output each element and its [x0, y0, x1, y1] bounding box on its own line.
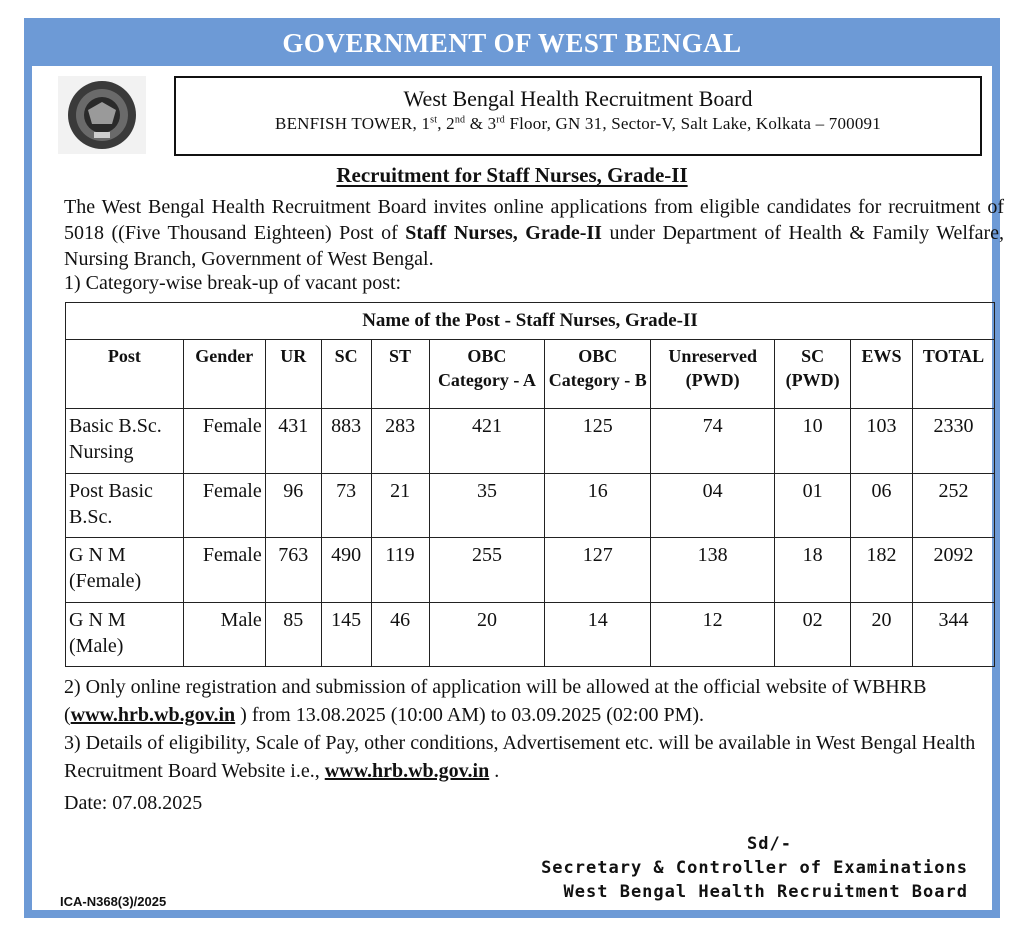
- table-header-cell: Post: [66, 340, 184, 409]
- recruitment-title: Recruitment for Staff Nurses, Grade-II: [336, 163, 688, 187]
- point-1: 1) Category-wise break-up of vacant post:: [64, 272, 402, 294]
- table-cell: 431: [265, 409, 321, 474]
- ica-reference: ICA-N368(3)/2025: [60, 894, 167, 909]
- table-cell: 182: [851, 538, 913, 603]
- table-cell: 763: [265, 538, 321, 603]
- table-header-cell: EWS: [851, 340, 913, 409]
- table-body: [66, 409, 995, 667]
- website-link[interactable]: www.hrb.wb.gov.in: [70, 704, 236, 726]
- table-cell: 421: [429, 409, 545, 474]
- vacancy-table: [65, 302, 995, 667]
- table-row: [66, 409, 995, 474]
- table-cell: Basic B.Sc. Nursing: [66, 409, 184, 474]
- table-header-cell: Gender: [183, 340, 265, 409]
- table-cell: 85: [265, 602, 321, 667]
- table-cell: Female: [183, 409, 265, 474]
- table-cell: 04: [651, 473, 775, 538]
- table-cell: 255: [429, 538, 545, 603]
- table-row: [66, 602, 995, 667]
- table-cell: 125: [545, 409, 651, 474]
- table-cell: Male: [183, 602, 265, 667]
- table-cell: 02: [775, 602, 851, 667]
- table-cell: Post Basic B.Sc.: [66, 473, 184, 538]
- table-cell: 119: [371, 538, 429, 603]
- table-cell: 12: [651, 602, 775, 667]
- table-cell: Female: [183, 538, 265, 603]
- website-link[interactable]: www.hrb.wb.gov.in: [324, 760, 490, 782]
- table-cell: 2330: [912, 409, 994, 474]
- table-cell: 252: [912, 473, 994, 538]
- table-cell: 01: [775, 473, 851, 538]
- table-header-cell: SC (PWD): [775, 340, 851, 409]
- table-cell: 96: [265, 473, 321, 538]
- table-cell: 74: [651, 409, 775, 474]
- table-cell: 344: [912, 602, 994, 667]
- signatory-organisation: West Bengal Health Recruitment Board: [563, 882, 968, 902]
- table-cell: 103: [851, 409, 913, 474]
- table-cell: 20: [429, 602, 545, 667]
- point-2: 2) Only online registration and submission of application will be allowed at the official website of WBHRB (www.hrb.wb.gov.in ) from 13.08.2025 (10:00 AM) to 03.09.2025 (02:00 PM).: [64, 676, 927, 726]
- signature-block: [541, 832, 968, 904]
- table-cell: 73: [321, 473, 371, 538]
- table-header-cell: Unreserved (PWD): [651, 340, 775, 409]
- table-header-cell: OBC Category - A: [429, 340, 545, 409]
- board-header: [174, 76, 982, 156]
- notice-date: Date: 07.08.2025: [64, 792, 203, 814]
- board-address: BENFISH TOWER, 1st, 2nd & 3rd Floor, GN 31, Sector-V, Salt Lake, Kolkata – 700091: [275, 114, 881, 133]
- table-cell: Female: [183, 473, 265, 538]
- table-header-cell: OBC Category - B: [545, 340, 651, 409]
- notice-frame: [24, 18, 1005, 918]
- table-cell: G N M (Male): [66, 602, 184, 667]
- table-cell: 145: [321, 602, 371, 667]
- table-header-cell: SC: [321, 340, 371, 409]
- signature-sd: Sd/-: [747, 834, 792, 854]
- board-name: West Bengal Health Recruitment Board: [403, 86, 753, 111]
- table-cell: 283: [371, 409, 429, 474]
- table-header-row: [66, 340, 995, 409]
- table-cell: 18: [775, 538, 851, 603]
- table-cell: 2092: [912, 538, 994, 603]
- table-cell: 10: [775, 409, 851, 474]
- intro-paragraph: The West Bengal Health Recruitment Board invites online applications from eligible candidates for recruitment of 5018 ((Five Thousand Eighteen) Post of Staff Nurses, Grade-II under Department of Health & Family Welfare, Nursing Branch, Government of West Bengal.: [64, 196, 1005, 270]
- table-post-name: Name of the Post - Staff Nurses, Grade-II: [66, 303, 995, 340]
- table-cell: 138: [651, 538, 775, 603]
- table-cell: 883: [321, 409, 371, 474]
- notice-body: [32, 66, 1005, 910]
- table-cell: 21: [371, 473, 429, 538]
- table-cell: 16: [545, 473, 651, 538]
- table-cell: 127: [545, 538, 651, 603]
- signatory-designation: Secretary & Controller of Examinations: [541, 858, 968, 878]
- government-title: GOVERNMENT OF WEST BENGAL: [282, 28, 742, 58]
- table-header-cell: UR: [265, 340, 321, 409]
- table-cell: 14: [545, 602, 651, 667]
- table-cell: 20: [851, 602, 913, 667]
- board-seal-logo: [58, 76, 146, 154]
- table-cell: 46: [371, 602, 429, 667]
- table-cell: G N M (Female): [66, 538, 184, 603]
- point-3: 3) Details of eligibility, Scale of Pay, other conditions, Advertisement etc. will be available in West Bengal Health Recruitment Board Website i.e., www.hrb.wb.gov.in .: [64, 732, 976, 782]
- points-2-3: [64, 673, 1004, 785]
- table-header-cell: TOTAL: [912, 340, 994, 409]
- table-cell: 35: [429, 473, 545, 538]
- table-row: [66, 538, 995, 603]
- table-row: [66, 473, 995, 538]
- table-header-cell: ST: [371, 340, 429, 409]
- table-cell: 06: [851, 473, 913, 538]
- table-cell: 490: [321, 538, 371, 603]
